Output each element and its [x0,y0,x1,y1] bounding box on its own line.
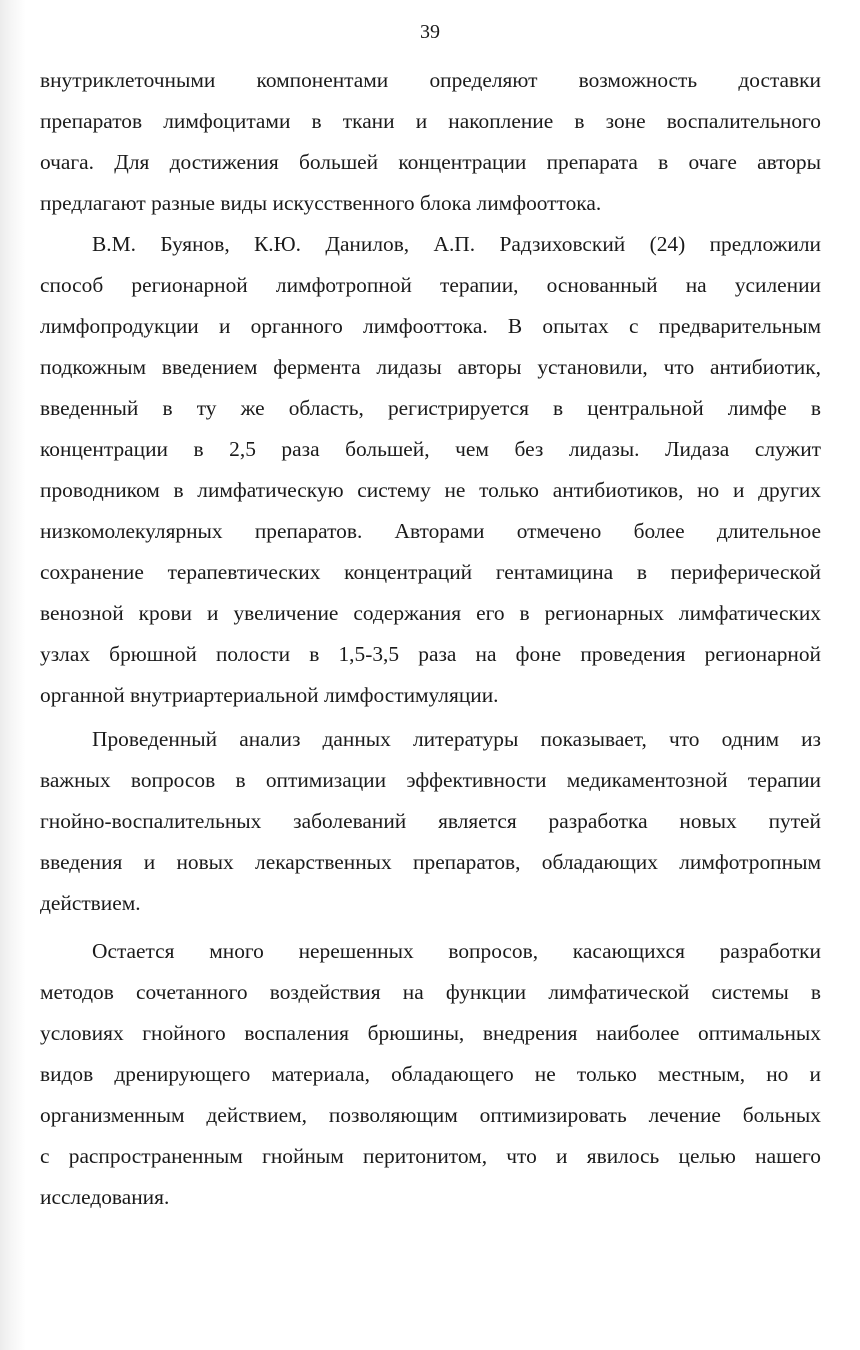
paragraph-line: способ регионарной лимфотропной терапии, основанный на усилении [40,273,821,297]
paragraph-line: узлах брюшной полости в 1,5-3,5 раза на фоне проведения регионарной [40,642,821,666]
paragraph-line: очага. Для достижения большей концентрации препарата в очаге авторы [40,150,821,174]
paragraph-line: введения и новых лекарственных препаратов, обладающих лимфотропным [40,850,821,874]
paragraph-line: низкомолекулярных препаратов. Авторами отмечено более длительное [40,519,821,543]
body-text [40,60,821,1218]
paragraph-line: исследования. [40,1185,170,1209]
paragraph-line: сохранение терапевтических концентраций гентамицина в периферической [40,560,821,584]
paragraph-line: В.М. Буянов, К.Ю. Данилов, А.П. Радзиховский (24) предложили [92,232,821,256]
page-number: 39 [420,21,440,43]
paragraph-line: концентрации в 2,5 раза большей, чем без лидазы. Лидаза служит [40,437,821,461]
paragraph-line: гнойно-воспалительных заболеваний является разработка новых путей [40,809,821,833]
paragraph-line: действием. [40,891,141,915]
paragraph-gap [40,924,821,931]
paragraph-line: органной внутриартериальной лимфостимуляции. [40,683,499,707]
paragraph-line: подкожным введением фермента лидазы авторы установили, что антибиотик, [40,355,821,379]
paragraph-line: предлагают разные виды искусственного блока лимфооттока. [40,191,602,215]
paragraph-line: методов сочетанного воздействия на функции лимфатической системы в [40,980,821,1004]
paragraph-line: венозной крови и увеличение содержания его в регионарных лимфатических [40,601,821,625]
scan-shadow [0,0,26,1350]
paragraph-line: с распространенным гнойным перитонитом, что и явилось целью нашего [40,1144,821,1168]
paragraph-line: проводником в лимфатическую систему не только антибиотиков, но и других [40,478,821,502]
paragraph-line: Проведенный анализ данных литературы показывает, что одним из [92,727,821,751]
paragraph-line: видов дренирующего материала, обладающего не только местным, но и [40,1062,821,1086]
paragraph-line: организменным действием, позволяющим оптимизировать лечение больных [40,1103,821,1127]
paragraph-line: важных вопросов в оптимизации эффективности медикаментозной терапии [40,768,821,792]
paragraph-line: Остается много нерешенных вопросов, касающихся разработки [92,939,821,963]
paragraph-line: условиях гнойного воспаления брюшины, внедрения наиболее оптимальных [40,1021,821,1045]
paragraph-line: внутриклеточными компонентами определяют возможность доставки [40,68,821,92]
paragraph-line: введенный в ту же область, регистрируется в центральной лимфе в [40,396,821,420]
paragraph-line: лимфопродукции и органного лимфооттока. В опытах с предварительным [40,314,821,338]
paragraph-line: препаратов лимфоцитами в ткани и накопление в зоне воспалительного [40,109,821,133]
